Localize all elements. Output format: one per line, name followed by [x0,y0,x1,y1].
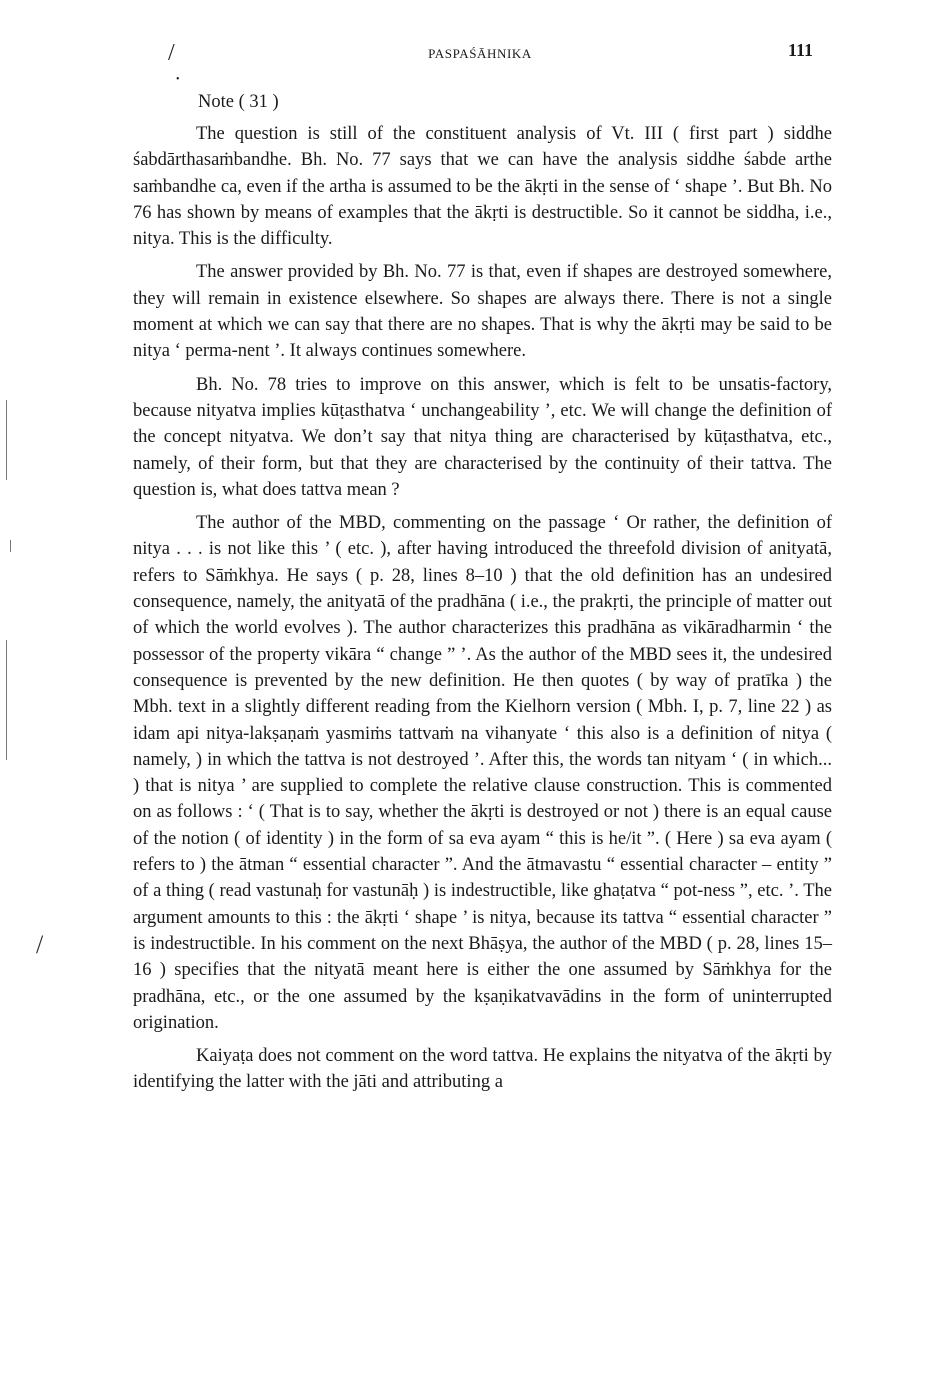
margin-slash-mark: / [36,930,44,959]
paragraph-5: Kaiyaṭa does not comment on the word tattva. He explains the nityatva of the ākṛti by identifying the latter with the jāti and attributing a [133,1046,832,1093]
margin-scan-line [6,400,7,480]
paragraph-1: The question is still of the constituent analysis of Vt. III ( first part ) siddhe śabdārthasaṁbandhe. Bh. No. 77 says that we can have the analysis siddhe śabde arthe saṁbandhe ca, even if the artha is assumed to be the ākṛti in the sense of ‘ shape ’. But Bh. No 76 has shown by means of examples that the ākṛti is destructible. So it cannot be siddha, i.e., nitya. This is the difficulty. [133,124,832,250]
running-head: PASPAŚĀHNIKA [428,46,532,61]
paragraph-4: The author of the MBD, commenting on the passage ‘ Or rather, the definition of nitya . . . is not like this ’ ( etc. ), after having introduced the threefold division of anityatā, refers to Sāṁkhya. He says ( p. 28, lines 8–10 ) that the old definition has an undesired consequence, namely, the anityatā of the pradhāna ( i.e., the prakṛti, the principle of matter out of which the world evolves ). The author characterizes this pradhāna as vikāradharmin ‘ the possessor of the property vikāra “ change ” ’. As the author of the MBD sees it, the undesired consequence is prevented by the new definition. He then quotes ( by way of pratīka ) the Mbh. text in a slightly different reading from the Kielhorn version ( Mbh. I, p. 7, line 22 ) as idam api nitya-lakṣaṇaṁ yasmiṁs tattvaṁ na vihanyate ‘ this also is a definition of nitya ( namely, ) in which the tattva is not destroyed ’. After this, the words tan nityam ‘ ( in which... ) that is nitya ’ are supplied to complete the relative clause construction. This is commented on as follows : ‘ ( That is to say, whether the ākṛti is destroyed or not ) there is an equal cause of the notion ( of identity ) in the form of sa eva ayam “ this is he/it ”. ( Here ) sa eva ayam ( refers to ) the ātman “ essential character ”. And the ātmavastu “ essential character – entity ” of a thing ( read vastunaḥ for vastunāḥ ) is indestructible, like ghaṭatva “ pot-ness ”, etc. ’. The argument amounts to this : the ākṛti ‘ shape ’ is nitya, because its tattva “ essential character ” is indestructible. In his comment on the next Bhāṣya, the author of the MBD ( p. 28, lines 15–16 ) specifies that the nityatā meant here is either the one assumed by Sāṁkhya for the pradhāna, etc., or the one assumed by the kṣaṇikatvavādins in the form of uninterrupted origination. [133,513,832,1033]
page-header [0,40,930,70]
pencil-slash-mark: / [168,40,175,66]
note-heading: Note ( 31 ) [198,92,279,112]
paragraph-2: The answer provided by Bh. No. 77 is that, even if shapes are destroyed somewhere, they will remain in existence elsewhere. So shapes are always there. There is not a single moment at which we can say that there are no shapes. That is why the ākṛti may be said to be nitya ‘ perma-nent ’. It always continues somewhere. [133,262,832,362]
paragraph-3: Bh. No. 78 tries to improve on this answer, which is felt to be unsatis-factory, because nityatva implies kūṭasthatva ‘ unchangeability ’, etc. We will change the definition of the concept nityatva. We don’t say that nitya thing are characterised by kūṭasthatva, etc., namely, of their form, but that they are characterised by the continuity of their tattva. The question is, what does tattva mean ? [133,374,832,500]
body-text [133,121,832,1103]
margin-scan-line [10,540,11,552]
ink-dot-mark: • [176,74,180,85]
page-number: 111 [788,40,814,60]
margin-scan-line [6,640,7,760]
